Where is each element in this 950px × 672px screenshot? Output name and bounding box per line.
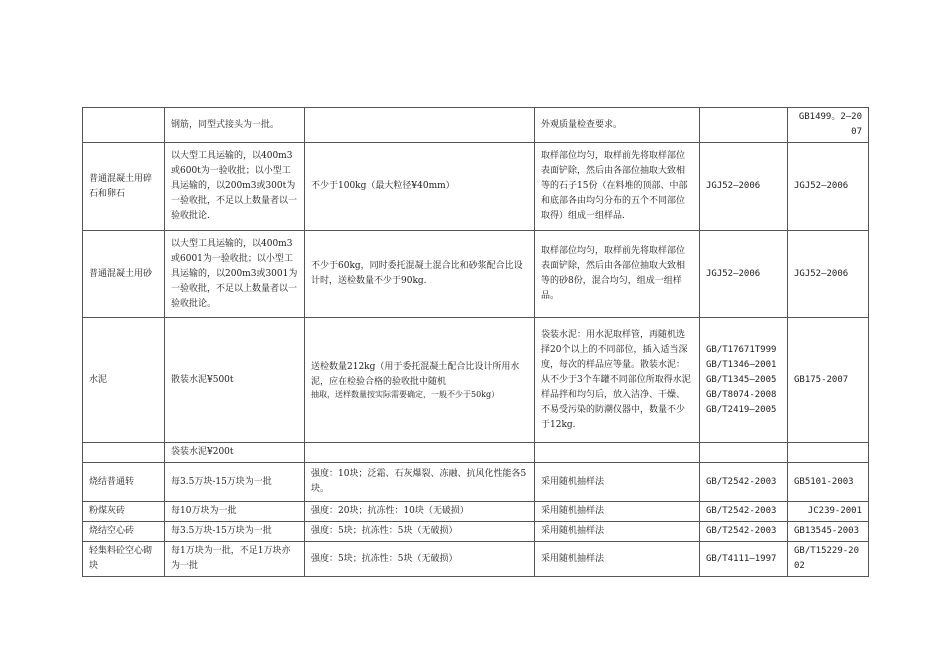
product-standard-cell: GB/T15229-2002 <box>788 542 869 577</box>
standard-code: GB/T2419—2005 <box>706 404 777 415</box>
material-cell <box>83 108 165 143</box>
standard-code: GB/T1346—2001 <box>706 359 777 370</box>
quantity-cell: 强度：5块；抗冻性：5块（无破损） <box>305 542 535 577</box>
table-row <box>83 542 869 577</box>
quantity-cell: 不少于60kg，同时委托混凝土混合比和砂浆配合比设计时，送检数量不少于90kg. <box>305 231 535 318</box>
batch-cell: 每3.5万块-15万块为一批 <box>165 522 305 542</box>
batch-cell: 每3.5万块-15万块为一批 <box>165 463 305 502</box>
quantity-cell <box>305 108 535 143</box>
quantity-cell: 强度：20块；抗冻性：10块（无破损） <box>305 502 535 522</box>
product-standard-cell: GB1499。2—2007 <box>788 108 869 143</box>
table-row <box>83 502 869 522</box>
standard-code: GB/T2542-2003 <box>706 506 777 516</box>
standard-code: GB/T2542-2003 <box>706 526 777 536</box>
method-cell: 采用随机抽样法 <box>535 502 700 522</box>
product-standard-cell: GB175-2007 <box>788 318 869 443</box>
material-cell <box>83 443 165 463</box>
material-cell: 粉煤灰砖 <box>83 502 165 522</box>
sampling-standard-cell <box>700 318 788 443</box>
material-cell: 普通混凝土用砂 <box>83 231 165 318</box>
material-cell: 水泥 <box>83 318 165 443</box>
product-standard-cell: GB13545-2003 <box>788 522 869 542</box>
sampling-standard-cell <box>700 231 788 318</box>
standard-code: GB/T4111—1997 <box>706 553 777 564</box>
product-standard-cell: JGJ52—2006 <box>788 143 869 231</box>
quantity-cell: 强度：5块；抗冻性：5块（无破损） <box>305 522 535 542</box>
method-cell: 采用随机抽样法 <box>535 463 700 502</box>
material-sampling-table <box>82 107 869 577</box>
material-cell: 烧结普通转 <box>83 463 165 502</box>
sampling-standard-cell <box>700 522 788 542</box>
standard-code: JGJ52—2006 <box>706 181 761 191</box>
standard-code: GB/T2542-2003 <box>706 476 777 487</box>
sampling-standard-cell <box>700 108 788 143</box>
table-row <box>83 231 869 318</box>
material-cell: 烧结空心砖 <box>83 522 165 542</box>
quantity-cell <box>305 443 535 463</box>
standard-code: GB/T1345—2005 <box>706 374 777 385</box>
quantity-cell: 不少于100kg（最大粒径¥40mm） <box>305 143 535 231</box>
standard-code: JGJ52—2006 <box>706 268 761 279</box>
batch-cell: 散装水泥¥500t <box>165 318 305 443</box>
standard-code: GB/T17671T999 <box>706 344 777 355</box>
table-row <box>83 463 869 502</box>
table-row <box>83 108 869 143</box>
product-standard-cell <box>788 443 869 463</box>
batch-cell: 以大型工具运输的，以400m3或600t为一验收批；以小型工具运输的，以200m3或300t为一验收批，不足以上数量者以一验收批论. <box>165 143 305 231</box>
batch-cell: 袋装水泥¥200t <box>165 443 305 463</box>
product-standard-cell: GB5101-2003 <box>788 463 869 502</box>
batch-cell: 钢筋，同型式接头为一批。 <box>165 108 305 143</box>
table-row <box>83 143 869 231</box>
quantity-cell: 强度：10块；泛霜、石灰爆裂、冻融、抗风化性能各5块。 <box>305 463 535 502</box>
method-cell <box>535 443 700 463</box>
method-cell: 取样部位均匀，取样前先将取样部位表面铲除，然后由各部位抽取大致相等的石子15份（在料堆的顶部、中部和底部各由均匀分布的五个不同部位取得）组成一组样品. <box>535 143 700 231</box>
table-row <box>83 443 869 463</box>
method-cell: 采用随机抽样法 <box>535 522 700 542</box>
material-cell: 轻集料砼空心砌块 <box>83 542 165 577</box>
batch-cell: 每1万块为一批，不足1万块亦为一批 <box>165 542 305 577</box>
sampling-standard-cell <box>700 502 788 522</box>
quantity-cell <box>305 318 535 443</box>
standard-code: GB/T8074-2008 <box>706 389 777 400</box>
sampling-standard-cell <box>700 143 788 231</box>
method-cell: 取样部位均匀，取样前先将取样部位表面铲除，然后由各部位抽取大致相等的砂8份，混合均匀，组成一组样品。 <box>535 231 700 318</box>
table-row <box>83 522 869 542</box>
material-cell: 普通混凝土用碎石和卵石 <box>83 143 165 231</box>
method-cell: 采用随机抽样法 <box>535 542 700 577</box>
sampling-standard-cell <box>700 542 788 577</box>
quantity-extra-text: 抽取，送样数量按实际需要确定，一般不少于50kg） <box>311 390 500 399</box>
table-row <box>83 318 869 443</box>
product-standard-cell: JC239-2001 <box>788 502 869 522</box>
sampling-standard-cell <box>700 463 788 502</box>
quantity-main-text: 送检数量212kg（用于委托混凝土配合比设计所用水泥，应在检验合格的验收批中随机 <box>311 362 520 387</box>
product-standard-cell: JGJ52—2006 <box>788 231 869 318</box>
method-cell: 外观质量检查要求。 <box>535 108 700 143</box>
batch-cell: 以大型工具运输的，以400m3或6001为一验收批；以小型工具运输的，以200m3或3001为一验收批，不足以上数量者以一验收批论。 <box>165 231 305 318</box>
batch-cell: 每10万块为一批 <box>165 502 305 522</box>
method-cell: 袋装水泥：用水泥取样管，再随机选择20个以上的不同部位，插入适当深度，每次的样品应等量。散装水泥：从不少于3个车罐不同部位所取得水泥样品拌和均匀后，放入洁净、干燥、不易受污染的防潮仪器中，数量不少于12kg. <box>535 318 700 443</box>
sampling-standard-cell <box>700 443 788 463</box>
